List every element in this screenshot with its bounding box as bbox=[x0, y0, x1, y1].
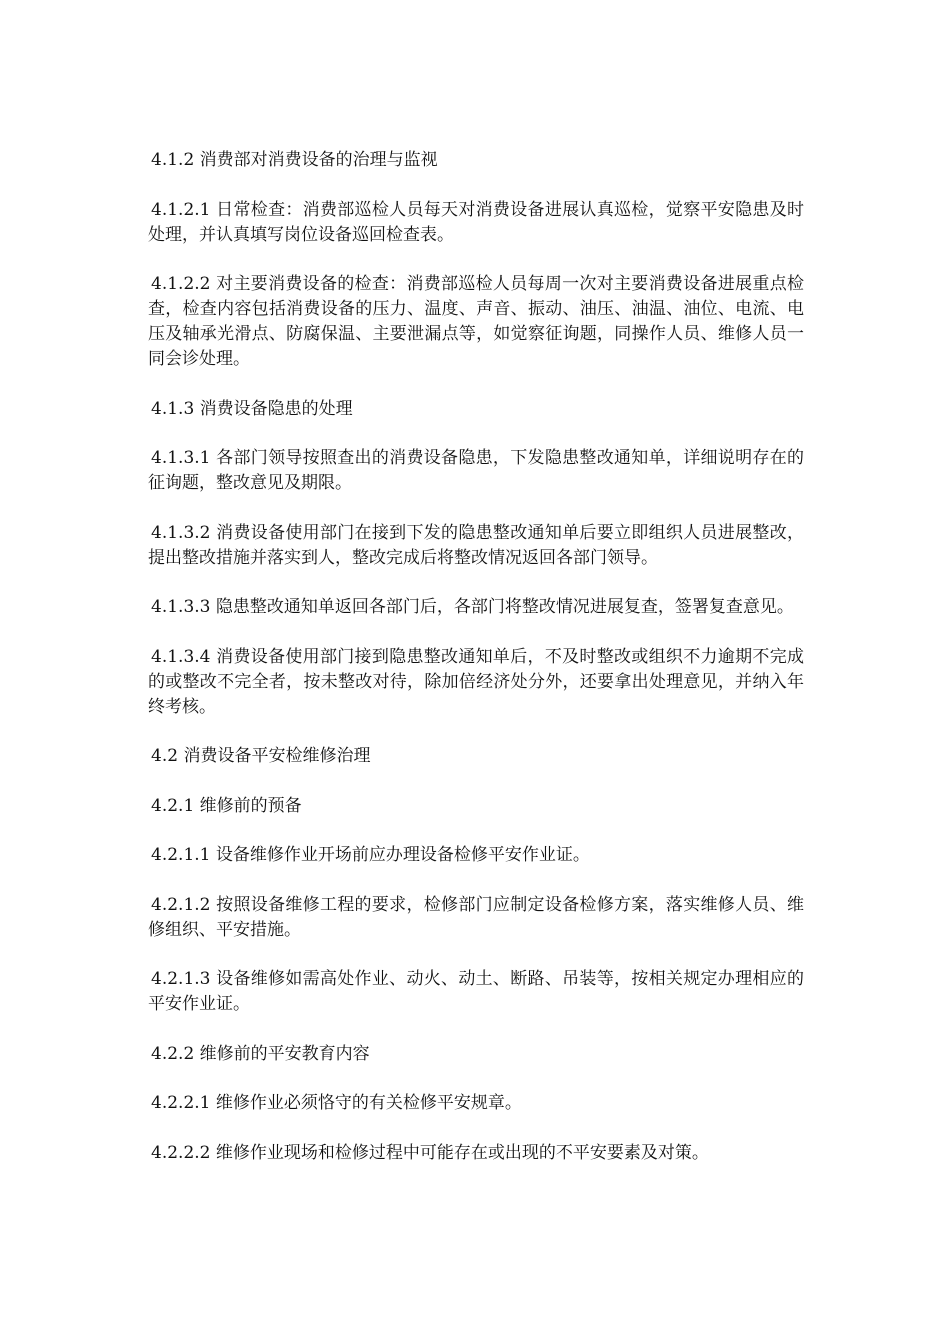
paragraph-4-2-1-1: 4.2.1.1 设备维修作业开场前应办理设备检修平安作业证。 bbox=[151, 845, 590, 865]
paragraph-4-2-1-2: 4.2.1.2 按照设备维修工程的要求，检修部门应制定设备检修方案，落实维修人员、维修组织、平安措施。 bbox=[148, 894, 804, 940]
paragraph-4-2-2-1: 4.2.2.1 维修作业必须恪守的有关检修平安规章。 bbox=[151, 1093, 522, 1113]
heading-4-2: 4.2 消费设备平安检维修治理 bbox=[151, 746, 371, 766]
heading-4-1-2: 4.1.2 消费部对消费设备的治理与监视 bbox=[151, 150, 438, 170]
heading-4-1-3: 4.1.3 消费设备隐患的处理 bbox=[151, 398, 353, 419]
heading-4-2-2: 4.2.2 维修前的平安教育内容 bbox=[151, 1043, 370, 1064]
paragraph-4-1-2-2: 4.1.2.2 对主要消费设备的检查：消费部巡检人员每周一次对主要消费设备进展重点检查，检查内容包括消费设备的压力、温度、声音、振动、油压、油温、油位、电流、电压及轴承光滑点、防腐保温、主要泄漏点等，如觉察征询题，同操作人员、维修人员一同会诊处理。 bbox=[148, 274, 804, 369]
paragraph-4-1-2-1: 4.1.2.1 日常检查：消费部巡检人员每天对消费设备进展认真巡检，觉察平安隐患及时处理，并认真填写岗位设备巡回检查表。 bbox=[148, 199, 804, 245]
paragraph-4-1-3-1: 4.1.3.1 各部门领导按照查出的消费设备隐患，下发隐患整改通知单，详细说明存在的征询题，整改意见及期限。 bbox=[148, 448, 804, 493]
paragraph-4-1-3-4: 4.1.3.4 消费设备使用部门接到隐患整改通知单后，不及时整改或组织不力逾期不完成的或整改不完全者，按未整改对待，除加倍经济处分外，还要拿出处理意见，并纳入年终考核。 bbox=[148, 646, 804, 717]
paragraph-4-1-3-2: 4.1.3.2 消费设备使用部门在接到下发的隐患整改通知单后要立即组织人员进展整改，提出整改措施并落实到人，整改完成后将整改情况返回各部门领导。 bbox=[148, 522, 804, 568]
document-body bbox=[148, 148, 804, 1190]
paragraph-4-2-1-3: 4.2.1.3 设备维修如需高处作业、动火、动土、断路、吊装等，按相关规定办理相应的平安作业证。 bbox=[148, 969, 804, 1014]
paragraph-4-2-2-2: 4.2.2.2 维修作业现场和检修过程中可能存在或出现的不平安要素及对策。 bbox=[151, 1142, 709, 1163]
heading-4-2-1: 4.2.1 维修前的预备 bbox=[151, 795, 302, 816]
paragraph-4-1-3-3: 4.1.3.3 隐患整改通知单返回各部门后，各部门将整改情况进展复查，签署复查意见。 bbox=[151, 597, 794, 617]
